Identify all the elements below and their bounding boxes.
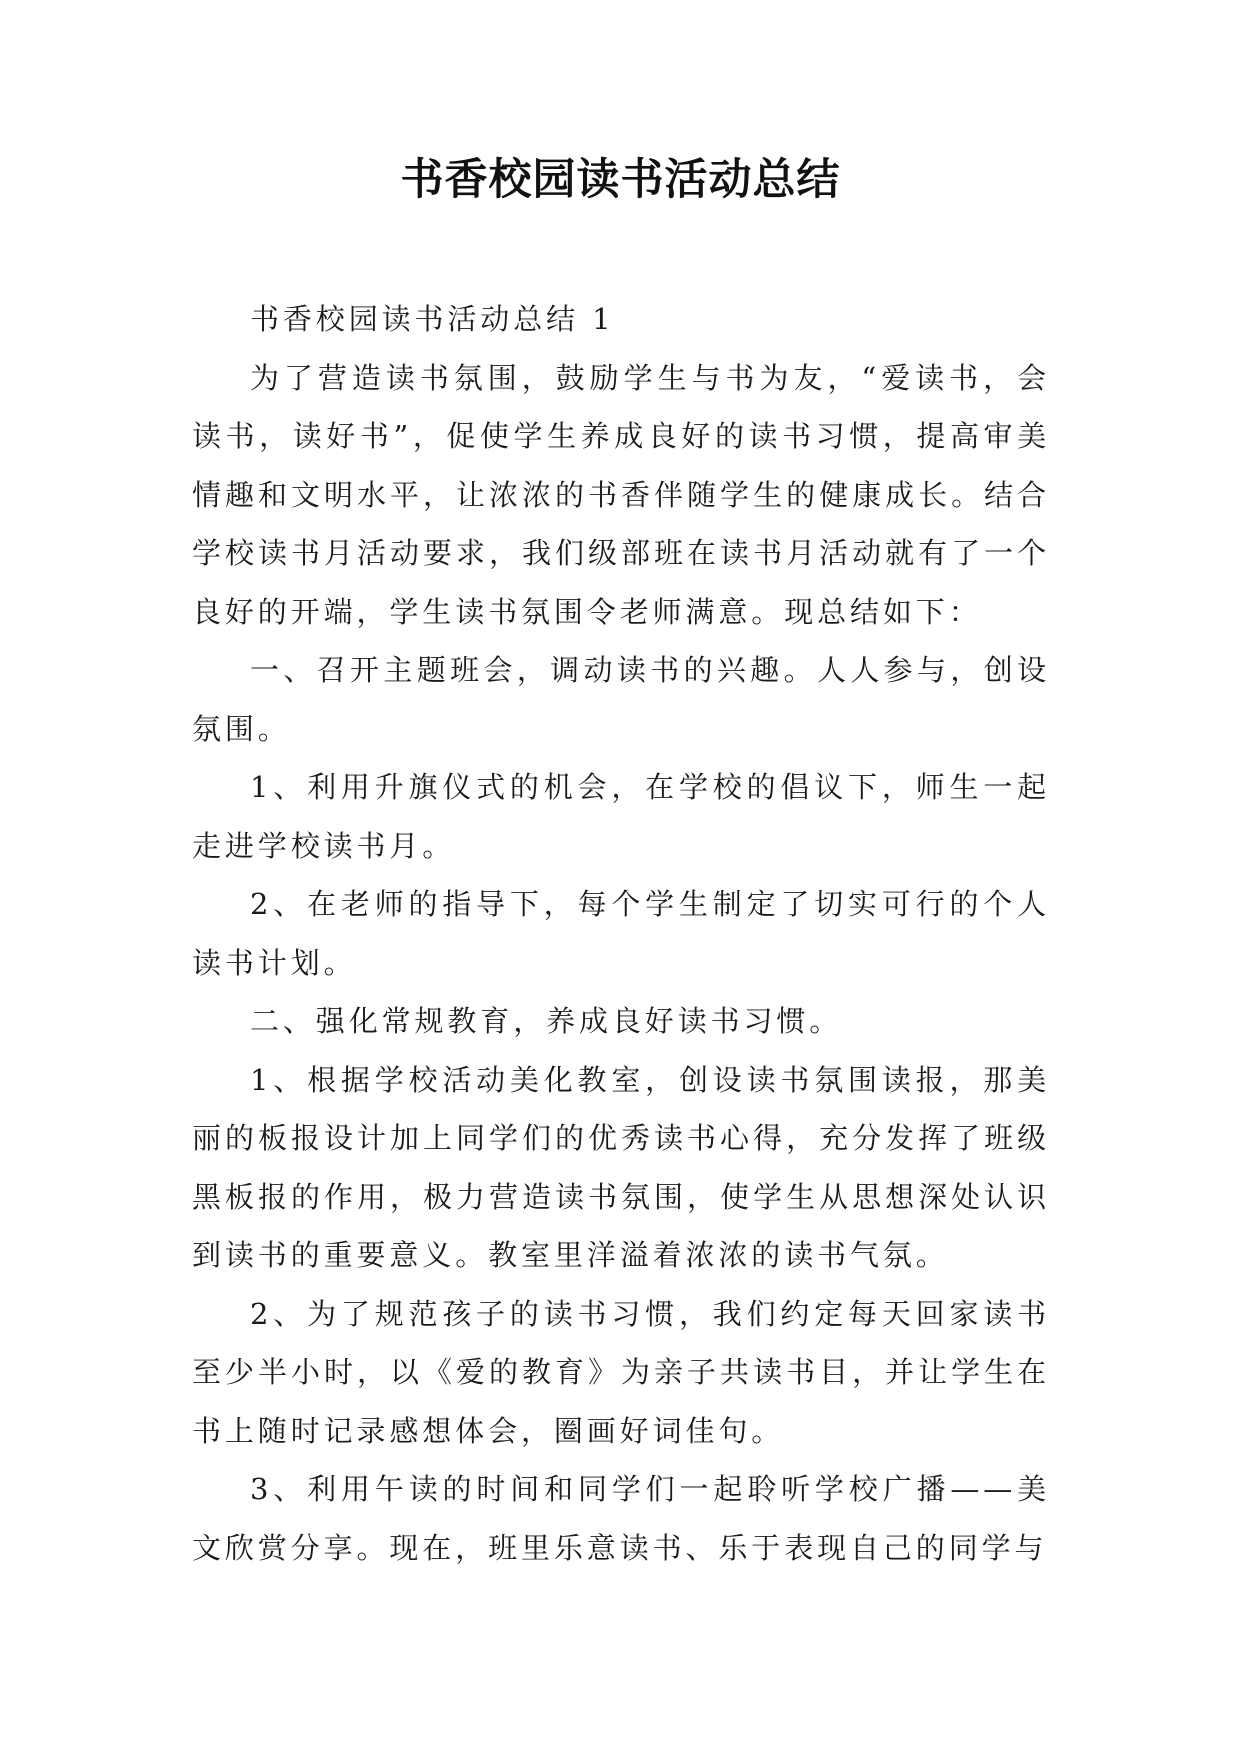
paragraph: 二、强化常规教育，养成良好读书习惯。 [250,1004,843,1038]
document-title: 书香校园读书活动总结 [400,155,841,205]
paragraph: 1、根据学校活动美化教室，创设读书氛围读报，那美丽的板报设计加上同学们的优秀读书心得，充分发挥了班级黑板报的作用，极力营造读书氛围，使学生从思想深处认识到读书的重要意义。教室里洋溢着浓浓的读书气氛。 [192,1062,1050,1272]
paragraph: 1、利用升旗仪式的机会，在学校的倡议下，师生一起走进学校读书月。 [192,770,1050,863]
paragraph: 2、为了规范孩子的读书习惯，我们约定每天回家读书至少半小时，以《爱的教育》为亲子共读书目，并让学生在书上随时记录感想体会，圈画好词佳句。 [192,1296,1050,1448]
document-body [192,290,1050,1577]
paragraph: 书香校园读书活动总结 1 [250,302,615,336]
paragraph: 一、召开主题班会，调动读书的兴趣。人人参与，创设氛围。 [192,653,1050,746]
paragraph: 为了营造读书氛围，鼓励学生与书为友，“爱读书，会读书，读好书”，促使学生养成良好的读书习惯，提高审美情趣和文明水平，让浓浓的书香伴随学生的健康成长。结合学校读书月活动要求，我们级部班在读书月活动就有了一个良好的开端，学生读书氛围令老师满意。现总结如下： [192,360,1050,629]
paragraph: 2、在老师的指导下，每个学生制定了切实可行的个人读书计划。 [192,887,1050,980]
paragraph: 3、利用午读的时间和同学们一起聆听学校广播——美文欣赏分享。现在，班里乐意读书、乐于表现自己的同学与 [192,1472,1050,1565]
